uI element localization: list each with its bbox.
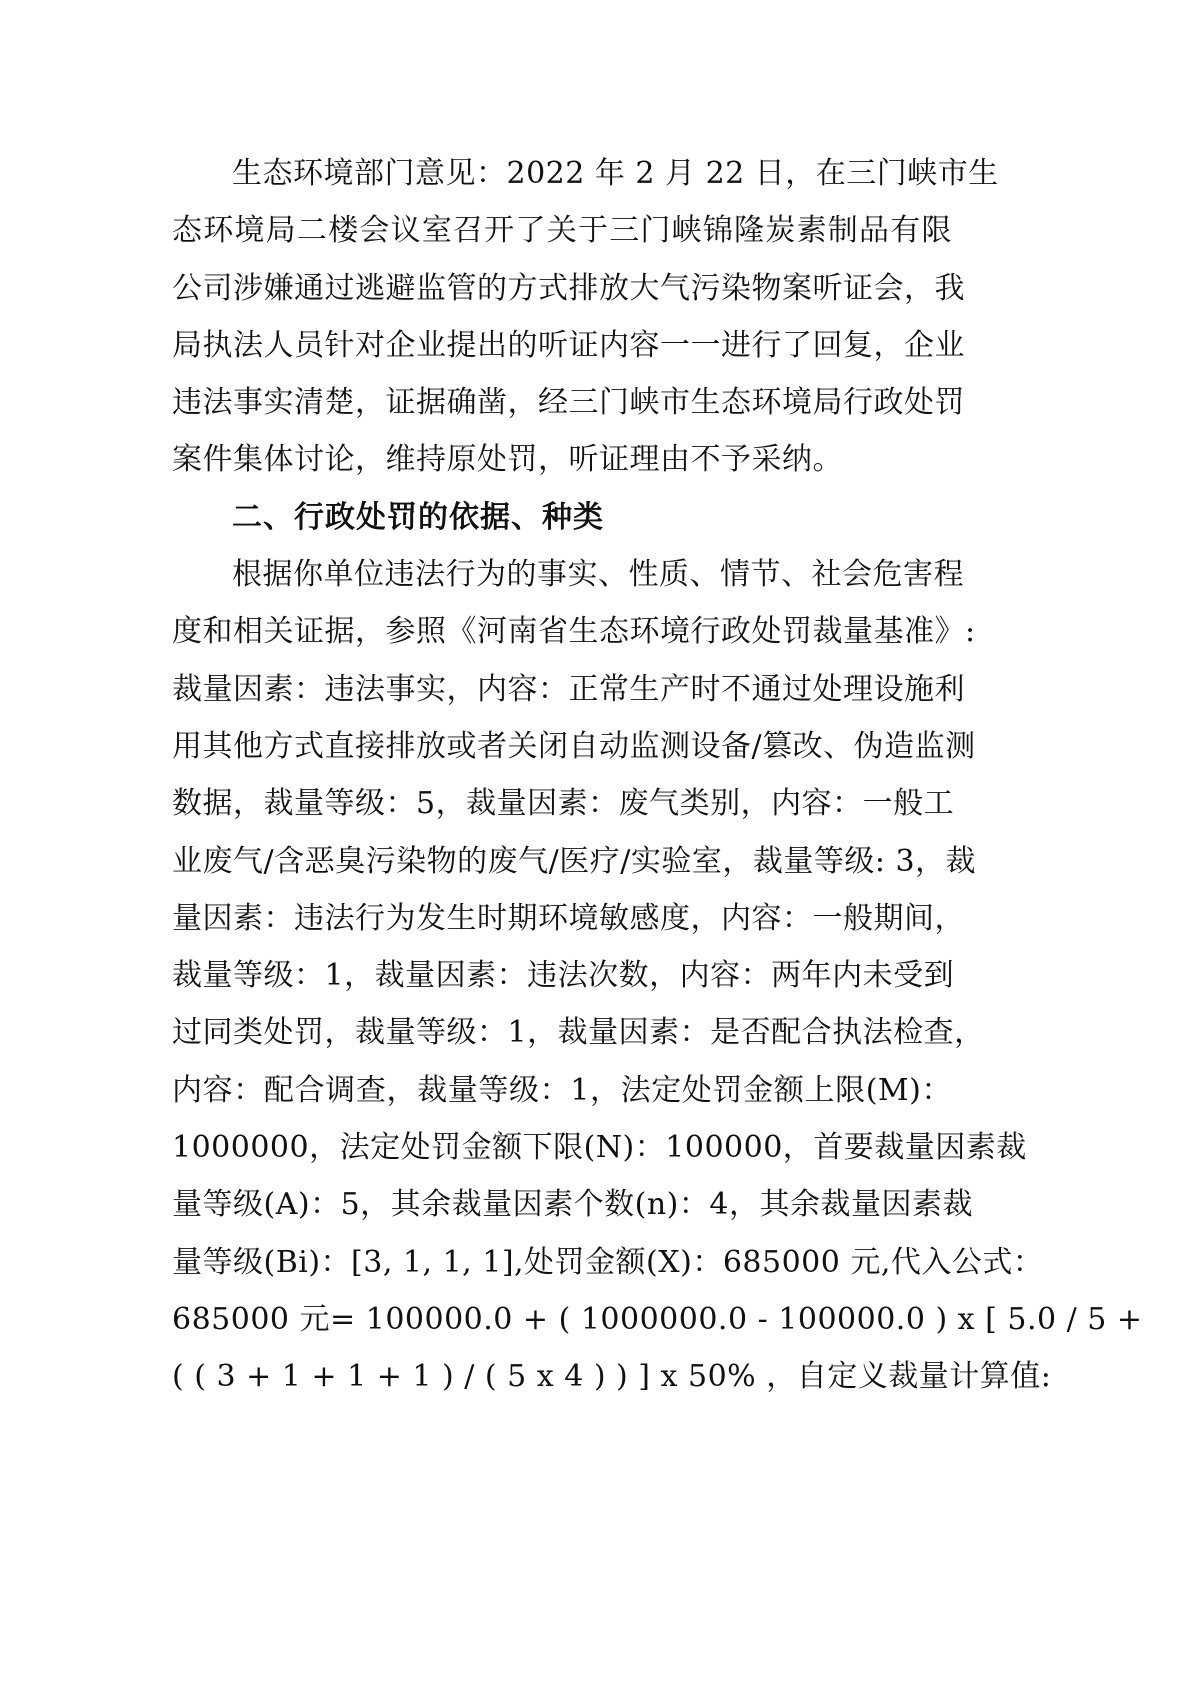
paragraph-line: 业废气/含恶臭污染物的废气/医疗/实验室，裁量等级: 3，裁 bbox=[172, 843, 977, 879]
paragraph-line: 内容：配合调查，裁量等级：1，法定处罚金额上限(M)： bbox=[172, 1072, 952, 1108]
paragraph-line: 裁量因素：违法事实，内容：正常生产时不通过处理设施利 bbox=[172, 671, 965, 707]
paragraph-line: 违法事实清楚，证据确凿，经三门峡市生态环境局行政处罚 bbox=[172, 385, 965, 421]
paragraph-line: 局执法人员针对企业提出的听证内容一一进行了回复，企业 bbox=[172, 327, 965, 363]
paragraph-line: 过同类处罚，裁量等级：1，裁量因素：是否配合执法检查， bbox=[172, 1015, 985, 1051]
paragraph-line: 量等级(Bi)：[3, 1, 1, 1],处罚金额(X)：685000 元,代入公式： bbox=[172, 1244, 1044, 1280]
paragraph-line: 量等级(A)：5，其余裁量因素个数(n)：4，其余裁量因素裁 bbox=[172, 1187, 973, 1223]
paragraph-line: 裁量等级：1，裁量因素：违法次数，内容：两年内未受到 bbox=[172, 958, 955, 994]
paragraph-line: ( ( 3 + 1 + 1 + 1 ) / ( 5 x 4 ) ) ] x 50% ，自定义裁量计算值: bbox=[172, 1359, 1052, 1395]
paragraph-line: 生态环境部门意见：2022 年 2 月 22 日，在三门峡市生 bbox=[232, 156, 999, 191]
paragraph-line: 根据你单位违法行为的事实、性质、情节、社会危害程 bbox=[232, 557, 964, 593]
paragraph-line: 度和相关证据，参照《河南省生态环境行政处罚裁量基准》: bbox=[172, 614, 976, 650]
section-heading: 二、行政处罚的依据、种类 bbox=[232, 499, 604, 535]
document-body bbox=[172, 145, 1143, 1406]
paragraph-line: 态环境局二楼会议室召开了关于三门峡锦隆炭素制品有限 bbox=[172, 213, 952, 249]
paragraph-line: 1000000，法定处罚金额下限(N)：100000，首要裁量因素裁 bbox=[172, 1130, 1027, 1166]
paragraph-line: 案件集体讨论，维持原处罚，听证理由不予采纳。 bbox=[172, 442, 843, 478]
paragraph-line: 685000 元= 100000.0 + ( 1000000.0 - 100000.0 ) x [ 5.0 / 5 + bbox=[172, 1301, 1143, 1337]
paragraph-line: 用其他方式直接排放或者关闭自动监测设备/篡改、伪造监测 bbox=[172, 728, 976, 764]
paragraph-line: 公司涉嫌通过逃避监管的方式排放大气污染物案听证会，我 bbox=[172, 270, 965, 306]
paragraph-line: 量因素：违法行为发生时期环境敏感度，内容：一般期间， bbox=[172, 900, 965, 936]
paragraph-line: 数据，裁量等级：5，裁量因素：废气类别，内容：一般工 bbox=[172, 786, 955, 822]
